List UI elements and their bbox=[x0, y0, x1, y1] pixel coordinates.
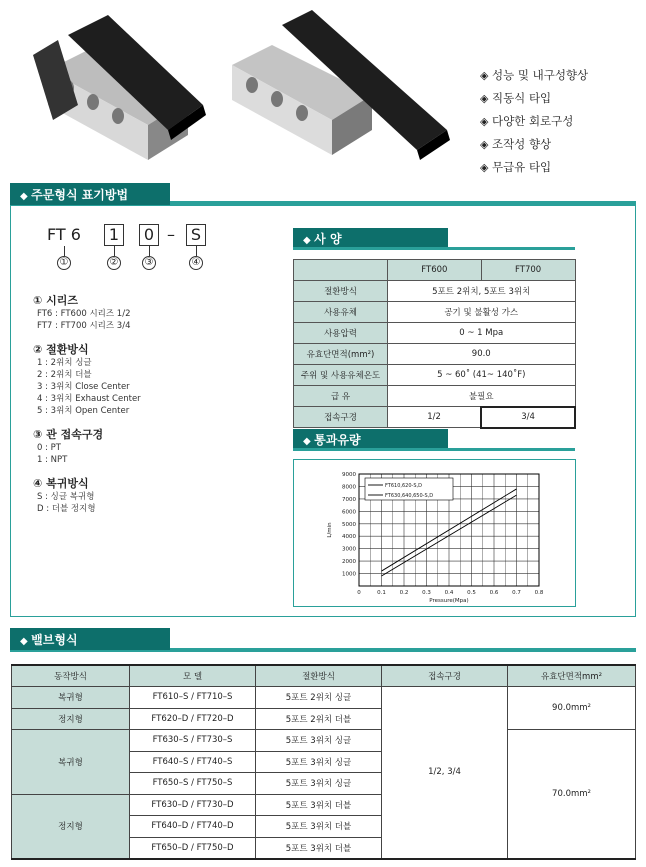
legend-item: 2 : 2위치 더블 bbox=[37, 370, 92, 380]
spec-label: 사용유체 bbox=[294, 302, 388, 323]
feature-item: ◈ 무급유 타입 bbox=[480, 156, 588, 179]
valve-mode: 5포트 3위치 더블 bbox=[256, 816, 382, 838]
valve-model: FT640–D / FT740–D bbox=[130, 816, 256, 838]
flow-chart bbox=[293, 459, 576, 607]
order-section-title: ◆ 주문형식 표기방법 bbox=[10, 183, 170, 205]
spec-label: 절환방식 bbox=[294, 281, 388, 302]
valve-mode: 5포트 3위치 싱글 bbox=[256, 730, 382, 752]
y-tick-label: 4000 bbox=[342, 534, 356, 541]
x-tick-label: 0.2 bbox=[399, 590, 409, 596]
spec-value: 5 ~ 60˚ (41~ 140˚F) bbox=[388, 365, 576, 386]
valve-group: 정지형 bbox=[12, 794, 130, 859]
spec-value: 불필요 bbox=[388, 386, 576, 407]
valve-mode: 5포트 2위치 더블 bbox=[256, 708, 382, 730]
spec-bar bbox=[293, 247, 575, 250]
valve-group: 복귀형 bbox=[12, 687, 130, 709]
spec-value: 90.0 bbox=[388, 344, 576, 365]
order-code-dash: – bbox=[167, 225, 175, 244]
legend-title: ② 절환방식 bbox=[33, 343, 89, 356]
valve-group: 정지형 bbox=[12, 708, 130, 730]
valve-mode: 5포트 3위치 싱글 bbox=[256, 773, 382, 795]
spec-title: ◆ 사 양 bbox=[293, 228, 448, 247]
flow-bar bbox=[293, 448, 575, 451]
valve-mode: 5포트 2위치 싱글 bbox=[256, 687, 382, 709]
legend-title: ① 시리즈 bbox=[33, 294, 79, 307]
connector-line bbox=[114, 246, 115, 256]
x-tick-label: 0.1 bbox=[377, 590, 386, 596]
order-code-box-1: 1 bbox=[104, 224, 124, 246]
valve-area-2: 70.0mm² bbox=[508, 730, 636, 859]
x-tick-label: 0.3 bbox=[422, 590, 431, 596]
x-tick-label: 0.6 bbox=[489, 590, 499, 596]
legend-title: ④ 복귀방식 bbox=[33, 477, 89, 490]
valve-mode: 5포트 3위치 싱글 bbox=[256, 751, 382, 773]
feature-list bbox=[480, 64, 588, 179]
y-axis-label: L/min bbox=[327, 522, 333, 538]
spec-value: 0 ~ 1 Mpa bbox=[388, 323, 576, 344]
legend-title: ③ 관 접속구경 bbox=[33, 428, 104, 441]
legend-label: FT610,620-S,D bbox=[385, 483, 422, 489]
y-tick-label: 7000 bbox=[342, 496, 356, 503]
spec-label: 급 유 bbox=[294, 386, 388, 407]
x-tick-label: 0.7 bbox=[512, 590, 521, 596]
y-tick-label: 3000 bbox=[342, 546, 356, 553]
valve-model: FT650–S / FT750–S bbox=[130, 773, 256, 795]
valve-model: FT620–D / FT720–D bbox=[130, 708, 256, 730]
legend-item: S : 싱글 복귀형 bbox=[37, 492, 95, 502]
y-tick-label: 8000 bbox=[342, 484, 356, 491]
spec-value: 5포트 2위치, 5포트 3위치 bbox=[388, 281, 576, 302]
legend-item: 3 : 3위치 Close Center bbox=[37, 382, 130, 392]
valve-model: FT630–S / FT730–S bbox=[130, 730, 256, 752]
y-tick-label: 2000 bbox=[342, 559, 356, 566]
spec-header: FT700 bbox=[481, 260, 575, 281]
legend-item: 1 : 2위치 싱글 bbox=[37, 358, 92, 368]
valve-model: FT630–D / FT730–D bbox=[130, 794, 256, 816]
x-axis-label: Pressure(Mpa) bbox=[429, 598, 469, 604]
x-tick-label: 0.5 bbox=[467, 590, 476, 596]
spec-corner-cell bbox=[294, 260, 388, 281]
order-code-prefix: FT 6 bbox=[47, 225, 81, 244]
feature-item: ◈ 다양한 회로구성 bbox=[480, 110, 588, 133]
spec-value: 공기 및 불활성 가스 bbox=[388, 302, 576, 323]
spec-value: 1/2 bbox=[388, 407, 482, 428]
spec-table bbox=[293, 259, 576, 429]
flow-title: ◆ 통과유량 bbox=[293, 429, 448, 448]
connector-line bbox=[196, 246, 197, 256]
circle-marker-4: ④ bbox=[189, 256, 203, 270]
spec-label: 사용압력 bbox=[294, 323, 388, 344]
circle-marker-3: ③ bbox=[142, 256, 156, 270]
valve-section-title: ◆ 밸브형식 bbox=[10, 628, 170, 650]
product-photo-right bbox=[222, 5, 452, 165]
legend-item: 0 : PT bbox=[37, 443, 61, 453]
x-tick-label: 0.8 bbox=[534, 590, 544, 596]
circle-marker-1: ① bbox=[57, 256, 71, 270]
legend-label: FT630,640,650-S,D bbox=[385, 493, 434, 499]
x-tick-label: 0 bbox=[357, 590, 361, 596]
connector-line bbox=[64, 246, 65, 256]
valve-header: 모 델 bbox=[130, 665, 256, 687]
legend-item: 4 : 3위치 Exhaust Center bbox=[37, 394, 141, 404]
valve-area-1: 90.0mm² bbox=[508, 687, 636, 730]
feature-item: ◈ 성능 및 내구성향상 bbox=[480, 64, 588, 87]
legend-item: D : 더블 정지형 bbox=[37, 504, 96, 514]
y-tick-label: 9000 bbox=[342, 472, 356, 478]
order-legend bbox=[33, 283, 233, 515]
spec-label: 주위 및 사용유체온도 bbox=[294, 365, 388, 386]
valve-header: 절환방식 bbox=[256, 665, 382, 687]
spec-label: 유효단면적(mm²) bbox=[294, 344, 388, 365]
connector-line bbox=[149, 246, 150, 256]
product-photo-left bbox=[28, 10, 208, 170]
valve-header: 동작방식 bbox=[12, 665, 130, 687]
x-tick-label: 0.4 bbox=[444, 590, 454, 596]
valve-model: FT610–S / FT710–S bbox=[130, 687, 256, 709]
feature-item: ◈ 조작성 향상 bbox=[480, 133, 588, 156]
y-tick-label: 6000 bbox=[342, 509, 356, 516]
circle-marker-2: ② bbox=[107, 256, 121, 270]
valve-model: FT640–S / FT740–S bbox=[130, 751, 256, 773]
feature-item: ◈ 직동식 타입 bbox=[480, 87, 588, 110]
order-code-box-2: 0 bbox=[139, 224, 159, 246]
spec-label: 접속구경 bbox=[294, 407, 388, 428]
valve-mode: 5포트 3위치 더블 bbox=[256, 794, 382, 816]
legend-item: 1 : NPT bbox=[37, 455, 68, 465]
valve-table bbox=[11, 664, 636, 860]
valve-header: 접속구경 bbox=[382, 665, 508, 687]
y-tick-label: 5000 bbox=[342, 521, 356, 528]
y-tick-label: 1000 bbox=[342, 571, 356, 578]
legend-item: FT7 : FT700 시리즈 3/4 bbox=[37, 321, 131, 331]
valve-header: 유효단면적mm² bbox=[508, 665, 636, 687]
valve-group: 복귀형 bbox=[12, 730, 130, 795]
valve-mode: 5포트 3위치 더블 bbox=[256, 837, 382, 859]
spec-header: FT600 bbox=[388, 260, 482, 281]
valve-port: 1/2, 3/4 bbox=[382, 687, 508, 859]
spec-value: 3/4 bbox=[481, 407, 575, 428]
legend-item: FT6 : FT600 시리즈 1/2 bbox=[37, 309, 131, 319]
legend-item: 5 : 3위치 Open Center bbox=[37, 406, 130, 416]
order-code-box-3: S bbox=[186, 224, 206, 246]
valve-model: FT650–D / FT750–D bbox=[130, 837, 256, 859]
